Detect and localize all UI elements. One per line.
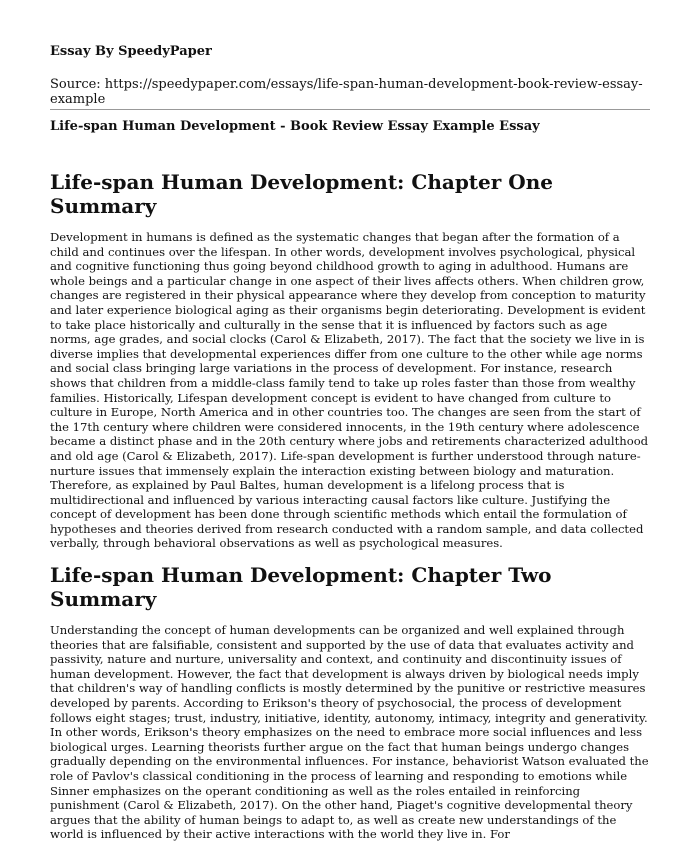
section-chapter-two [50, 563, 650, 842]
brand-line: Essay By SpeedyPaper [50, 44, 212, 59]
section-chapter-one [50, 170, 650, 551]
section-paragraph: Understanding the concept of human developments can be organized and well explained through theories that are falsifiable, consistent and supported by the use of data that evaluates activity and passivity, nature and nurture, universality and context, and continuity and discontinuity issues of human development. However, the fact that development is always driven by biological needs imply that children's way of handling conflicts is mostly determined by the punitive or restrictive measures developed by parents. According to Erikson's theory of psychosocial, the process of development follows eight stages; trust, industry, initiative, identity, autonomy, intimacy, integrity and generativity. In other words, Erikson's theory emphasizes on the need to embrace more social influences and less biological urges. Learning theorists further argue on the fact that human beings undergo changes gradually depending on the environmental influences. For instance, behaviorist Watson evaluated the role of Pavlov's classical conditioning in the process of learning and responding to emotions while Sinner emphasizes on the operant conditioning as well as the roles entailed in reinforcing punishment (Carol & Elizabeth, 2017). On the other hand, Piaget's cognitive developmental theory argues that the ability of human beings to adapt to, as well as create new understandings of the world is influenced by their active interactions with the world they live in. For [50, 623, 649, 842]
essay-content [50, 170, 650, 842]
section-heading: Life-span Human Development: Chapter One Summary [50, 170, 553, 218]
source-block [50, 44, 650, 107]
section-heading: Life-span Human Development: Chapter Two Summary [50, 563, 552, 612]
document-title: Life-span Human Development - Book Review Essay Example Essay [50, 119, 540, 134]
header-divider [50, 109, 650, 110]
source-url: Source: https://speedypaper.com/essays/life-span-human-development-book-review-essay-example [50, 77, 643, 107]
section-paragraph: Development in humans is defined as the systematic changes that began after the formation of a child and continues over the lifespan. In other words, development involves psychological, physical and cognitive functioning thus going beyond childhood growth to aging in adulthood. Humans are whole beings and a particular change in one aspect of their lives affects others. When children grow, changes are registered in their physical appearance where they develop from conception to maturity and later experience biological aging as their organisms begin deteriorating. Development is evident to take place historically and culturally in the sense that it is influenced by factors such as age norms, age grades, and social clocks (Carol & Elizabeth, 2017). The fact that the society we live in is diverse implies that developmental experiences differ from one culture to the other while age norms and social class bringing large variations in the process of development. For instance, research shows that children from a middle-class family tend to take up roles faster than those from wealthy families. Historically, Lifespan development concept is evident to have changed from culture to culture in Europe, North America and in other countries too. The changes are seen from the start of the 17th century where children were considered innocents, in the 19th century where adolescence became a distinct phase and in the 20th century where jobs and retirements characterized adulthood and old age (Carol & Elizabeth, 2017). Life-span development is further understood through nature-nurture issues that immensely explain the interaction existing between biology and maturation. Therefore, as explained by Paul Baltes, human development is a lifelong process that is multidirectional and influenced by various interacting causal factors like culture. Justifying the concept of development has been done through scientific methods which entail the formulation of hypotheses and theories derived from research conducted with a random sample, and data collected verbally, through behavioral observations as well as psychological measures. [50, 230, 649, 551]
